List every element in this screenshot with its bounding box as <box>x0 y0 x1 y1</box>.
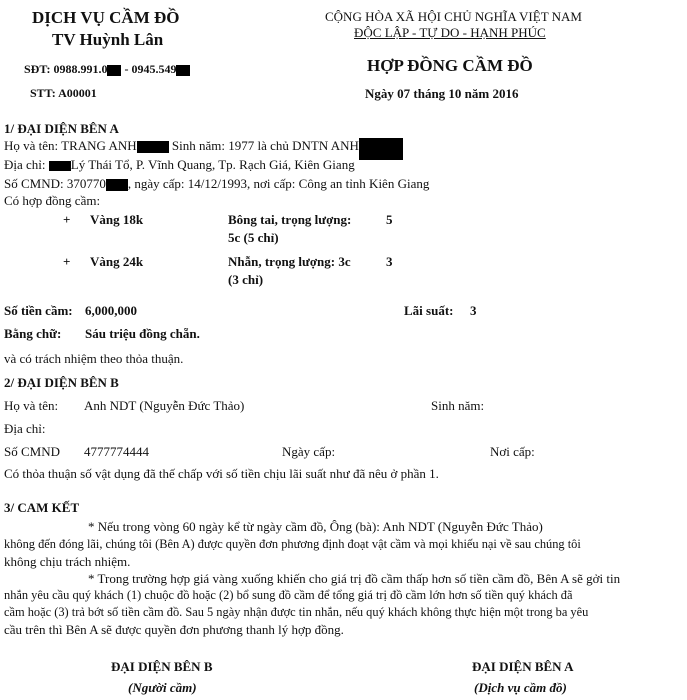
document-title: HỢP ĐỒNG CẦM ĐỒ <box>367 56 533 75</box>
party-b-issue-place-label: Nơi cấp: <box>490 444 535 459</box>
party-a-address: Địa chỉ: Lý Thái Tổ, P. Vĩnh Quang, Tp. Rạch Giá, Kiên Giang <box>4 157 355 172</box>
redaction-mark <box>107 65 121 76</box>
interest-label: Lãi suất: <box>404 303 454 318</box>
commitment-text: không đến đóng lãi, chúng tôi (Bên A) được quyền đơn phương định đoạt vật cầm và mọi khiếu nại về sau chúng tôi <box>4 537 581 551</box>
party-a-name-line: Họ và tên: TRANG ANH Sinh năm: 1977 là chủ DNTN ANH <box>4 138 403 160</box>
commitment-text: * Nếu trong vòng 60 ngày kể từ ngày cầm đồ, Ông (bà): Anh NDT (Nguyễn Đức Thảo) <box>88 519 543 534</box>
shop-name: DỊCH VỤ CẦM ĐỒ <box>32 8 180 27</box>
signature-a-subtitle: (Dịch vụ cầm đồ) <box>474 680 567 695</box>
agreement-note: Có thỏa thuận số vật dụng đã thế chấp với số tiền chịu lãi suất như đã nêu ở phần 1. <box>4 466 439 481</box>
party-b-id: 4777774444 <box>84 444 149 459</box>
interest-value: 3 <box>470 303 477 318</box>
party-b-name-label: Họ và tên: <box>4 398 59 413</box>
item-desc-weight: 5c (5 chỉ) <box>228 230 279 245</box>
redaction-mark <box>49 161 71 171</box>
party-b-heading: 2/ ĐẠI DIỆN BÊN B <box>4 375 119 390</box>
party-b-issue-date-label: Ngày cấp: <box>282 444 336 459</box>
commitment-text: nhắn yêu cầu quý khách (1) chuộc đồ hoặc (2) bổ sung đồ cầm để tổng giá trị đồ cầm lớn hơn số tiền quý khách đã <box>4 588 573 602</box>
party-b-id-label: Số CMND <box>4 444 60 459</box>
item-desc-weight: (3 chỉ) <box>228 272 264 287</box>
item-type: Vàng 24k <box>90 254 144 269</box>
amount-value: 6,000,000 <box>85 303 137 318</box>
commitment-heading: 3/ CAM KẾT <box>4 500 80 515</box>
item-type: Vàng 18k <box>90 212 144 227</box>
party-a-id: Số CMND: 370770 , ngày cấp: 14/12/1993, nơi cấp: Công an tỉnh Kiên Giang <box>4 176 430 191</box>
item-bullet: + <box>63 254 71 269</box>
document-date: Ngày 07 tháng 10 năm 2016 <box>365 86 519 101</box>
commitment-text: * Trong trường hợp giá vàng xuống khiến cho giá trị đồ cầm thấp hơn số tiền cầm đồ, Bên A sẽ gởi tin <box>88 571 621 586</box>
redaction-mark <box>137 141 169 153</box>
commitment-text: cầm hoặc (3) trả bớt số tiền cầm đồ. Sau 5 ngày nhận được tin nhắn, nếu quý khách không thực hiện một trong ba yêu <box>4 605 589 619</box>
redaction-mark <box>106 179 128 191</box>
republic-heading: CỘNG HÒA XÃ HỘI CHỦ NGHĨA VIỆT NAM <box>325 9 582 24</box>
signature-a-title: ĐẠI DIỆN BÊN A <box>472 659 574 674</box>
party-b-name: Anh NDT (Nguyễn Đức Thảo) <box>84 398 245 413</box>
item-quantity: 3 <box>386 254 393 269</box>
motto: ĐỘC LẬP - TỰ DO - HẠNH PHÚC <box>354 25 546 40</box>
amount-words-label: Bằng chữ: <box>4 326 62 341</box>
redaction-mark <box>359 138 403 160</box>
party-a-heading: 1/ ĐẠI DIỆN BÊN A <box>4 121 119 136</box>
party-b-birth-label: Sinh năm: <box>431 398 485 413</box>
responsibility-note: và có trách nhiệm theo thỏa thuận. <box>4 351 184 366</box>
contract-label: Có hợp đồng cầm: <box>4 193 101 208</box>
commitment-text: cầu trên thì Bên A sẽ được quyền đơn phương thanh lý hợp đồng. <box>4 622 344 637</box>
amount-label: Số tiền cầm: <box>4 303 73 318</box>
amount-words: Sáu triệu đồng chẵn. <box>85 326 200 341</box>
signature-b-subtitle: (Người cầm) <box>128 680 197 695</box>
party-b-address-label: Địa chỉ: <box>4 421 46 436</box>
item-desc: Bông tai, trọng lượng: <box>228 212 352 227</box>
item-quantity: 5 <box>386 212 393 227</box>
redaction-mark <box>176 65 190 76</box>
item-bullet: + <box>63 212 71 227</box>
commitment-text: không chịu trách nhiệm. <box>4 554 131 569</box>
item-desc: Nhẫn, trọng lượng: 3c <box>228 254 351 269</box>
shop-phone: SĐT: 0988.991.0 - 0945.549 <box>24 62 190 77</box>
serial-number: STT: A00001 <box>30 86 97 100</box>
shop-branch: TV Huỳnh Lân <box>52 30 164 49</box>
signature-b-title: ĐẠI DIỆN BÊN B <box>111 659 213 674</box>
